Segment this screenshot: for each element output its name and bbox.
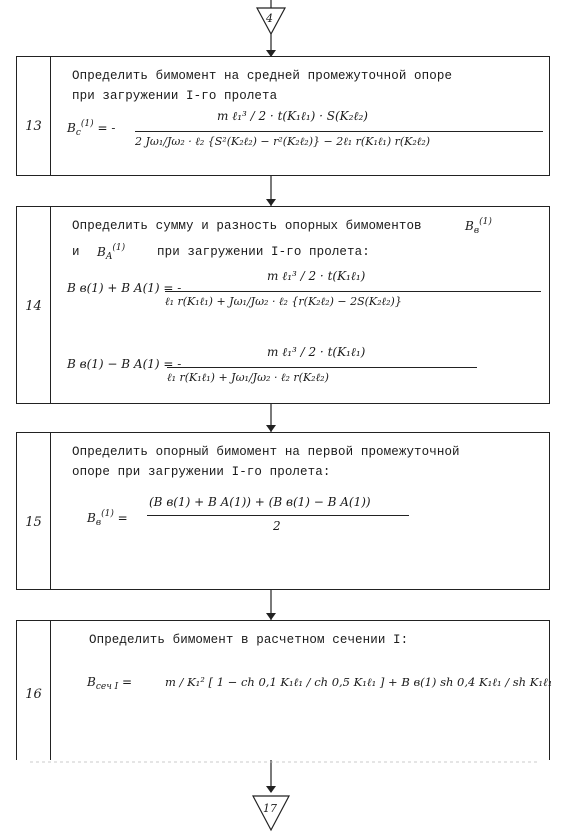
connector-number-top: 4 [266,12,273,25]
block-text-line: при загружении I-го пролета [72,89,278,103]
formula2-lhs: B в(1) − B A(1) = - [67,357,182,371]
block-number-column [17,57,51,175]
block-16 [16,620,553,760]
block-14 [16,206,550,404]
block-number: 13 [25,119,42,134]
formula-numerator: (B в(1) + B A(1)) + (B в(1) − B A(1)) [149,495,371,509]
block-15 [16,432,550,590]
fraction-line [167,367,477,368]
block-text-line: Определить бимомент на средней промежуточной опоре [72,69,453,83]
formula-numerator: m ℓ₁³ / 2 · t(K₁ℓ₁) · S(K₂ℓ₂) [217,109,368,123]
formula-lhs: $B_{сеч I}$ = [87,675,133,692]
block-number: 15 [25,515,42,530]
formula1-numerator: m ℓ₁³ / 2 · t(K₁ℓ₁) [267,269,366,283]
formula1-lhs: B в(1) + B A(1) = - [67,281,182,295]
arrow-down-icon [266,786,276,793]
arrow-down-icon [266,199,276,206]
connector-number-bottom: 17 [263,802,277,815]
formula-lhs: $B_в^{(1)}$ = [87,509,128,528]
block-number-column [17,433,51,589]
fraction-line [135,131,543,132]
arrow-down-icon [266,613,276,620]
block-text-line: Определить бимомент в расчетном сечении I: [89,633,409,647]
formula-body: m / K₁² [ 1 − ch 0,1 K₁ℓ₁ / ch 0,5 K₁ℓ₁ ] + B в(1) sh 0,4 K₁ℓ₁ / sh K₁ℓ₁ [165,675,553,689]
block-text-line: Определить сумму и разность опорных бимоментов [72,219,422,233]
block-text-line: Определить опорный бимомент на первой промежуточной [72,445,460,459]
formula2-denominator: ℓ₁ r(K₁ℓ₁) + Jω₁/Jω₂ · ℓ₂ r(K₂ℓ₂) [167,371,329,384]
formula-denominator: 2 [273,519,281,533]
block-text-line: и [72,245,80,259]
formula-lhs: $B_c^{(1)}$ = - [67,119,116,138]
formula2-numerator: m ℓ₁³ / 2 · t(K₁ℓ₁) [267,345,366,359]
inline-symbol-bv: $B_в^{(1)}$ [465,217,492,236]
block-13 [16,56,550,176]
block-number: 14 [25,299,42,314]
block-text-line: опоре при загружении I-го пролета: [72,465,331,479]
formula1-denominator: ℓ₁ r(K₁ℓ₁) + Jω₁/Jω₂ · ℓ₂ {r(K₂ℓ₂) − 2S(K₂ℓ₂)} [165,295,402,308]
inline-symbol-ba: $B_A^{(1)}$ [97,243,126,262]
fraction-line [165,291,541,292]
block-number: 16 [25,687,42,702]
arrow-down-icon [266,425,276,432]
block-text-line: при загружении I-го пролета: [157,245,370,259]
fraction-line [147,515,409,516]
formula-denominator: 2 Jω₁/Jω₂ · ℓ₂ {S²(K₂ℓ₂) − r²(K₂ℓ₂)} − 2ℓ₁ r(K₁ℓ₁) r(K₂ℓ₂) [135,135,431,148]
